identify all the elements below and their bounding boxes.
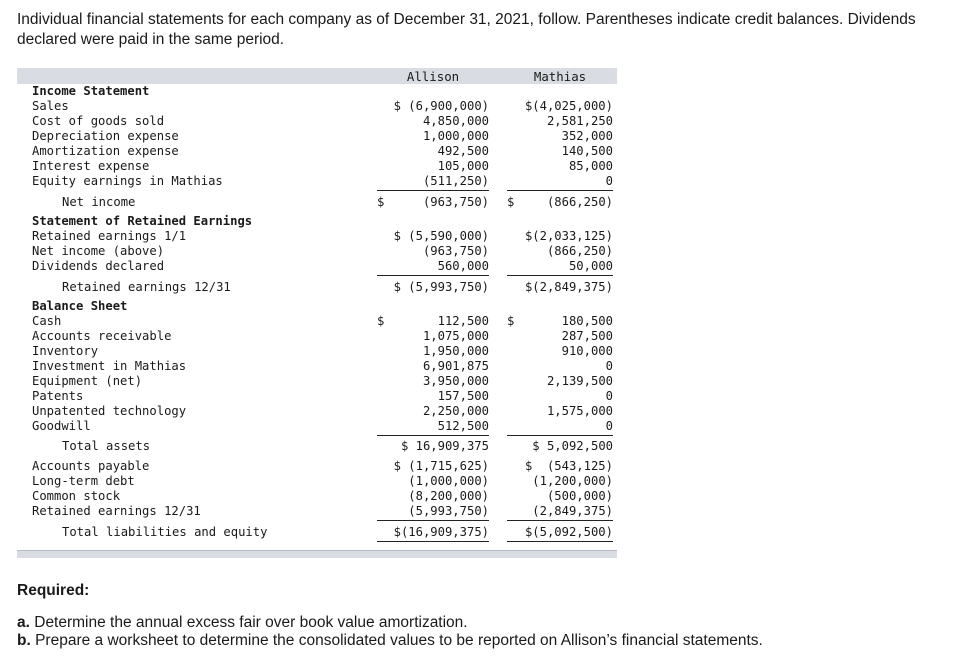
table-row: [17, 474, 617, 489]
mathias-value: $(2,033,125): [524, 229, 613, 243]
allison-cell: [377, 174, 489, 189]
mathias-value: 910,000: [561, 344, 613, 358]
mathias-value: 85,000: [568, 159, 613, 173]
required-item-b-text: Prepare a worksheet to determine the consolidated values to be reported on Allison’s financial statements.: [30, 632, 763, 649]
table-row: [17, 174, 617, 189]
mathias-cell: [507, 195, 613, 210]
row-label: Depreciation expense: [32, 129, 179, 143]
allison-cell: [377, 419, 489, 434]
section-heading-row: [17, 214, 617, 229]
mathias-cell: [507, 174, 613, 189]
mathias-cell: [507, 404, 613, 419]
allison-cell: [377, 439, 489, 454]
mathias-value: $ 5,092,500: [532, 439, 613, 453]
table-row: [17, 159, 617, 174]
mathias-cell: [507, 159, 613, 174]
underline-rule: [507, 435, 613, 436]
mathias-cell: [507, 389, 613, 404]
mathias-value: 1,575,000: [546, 404, 613, 418]
currency-symbol: $: [507, 195, 515, 209]
row-label: Inventory: [32, 344, 99, 358]
mathias-cell: [507, 144, 613, 159]
section-heading: Statement of Retained Earnings: [32, 214, 253, 228]
underline-rule: [507, 190, 613, 191]
underline-rule: [377, 541, 489, 542]
row-label: Investment in Mathias: [32, 359, 187, 373]
allison-value: 1,950,000: [422, 344, 489, 358]
mathias-value: 180,500: [561, 314, 613, 328]
row-label: Total assets: [62, 439, 151, 453]
underline-rule: [377, 435, 489, 436]
allison-cell: [377, 389, 489, 404]
row-label: Dividends declared: [32, 259, 165, 273]
allison-cell: [377, 404, 489, 419]
table-row: [17, 144, 617, 159]
table-row: [17, 259, 617, 274]
allison-cell: [377, 525, 489, 540]
mathias-cell: [507, 114, 613, 129]
mathias-value: 140,500: [561, 144, 613, 158]
allison-cell: [377, 159, 489, 174]
allison-value: 2,250,000: [422, 404, 489, 418]
allison-cell: [377, 229, 489, 244]
mathias-value: $(5,092,500): [524, 525, 613, 539]
mathias-value: $(4,025,000): [524, 99, 613, 113]
mathias-cell: [507, 525, 613, 540]
table-row: [17, 439, 617, 454]
allison-cell: [377, 244, 489, 259]
table-row: [17, 314, 617, 329]
mathias-value: 2,581,250: [546, 114, 613, 128]
underline-rule: [507, 541, 613, 542]
allison-value: (963,750): [422, 195, 489, 209]
mathias-value: (866,250): [546, 195, 613, 209]
allison-cell: [377, 129, 489, 144]
allison-value: $ (5,590,000): [393, 229, 489, 243]
allison-value: $ (5,993,750): [393, 280, 489, 294]
row-label: Total liabilities and equity: [62, 525, 268, 539]
row-label: Retained earnings 12/31: [32, 504, 201, 518]
allison-cell: [377, 314, 489, 329]
table-row: [17, 359, 617, 374]
mathias-cell: [507, 359, 613, 374]
mathias-value: 287,500: [561, 329, 613, 343]
allison-value: (8,200,000): [408, 489, 489, 503]
allison-cell: [377, 144, 489, 159]
table-row: [17, 99, 617, 114]
allison-value: 560,000: [437, 259, 489, 273]
required-item-a: [17, 614, 468, 632]
table-header-bar: [17, 68, 617, 84]
row-label: Accounts receivable: [32, 329, 172, 343]
row-label: Patents: [32, 389, 84, 403]
row-label: Equipment (net): [32, 374, 143, 388]
column-header-allison: Allison: [406, 69, 460, 84]
required-item-a-text: Determine the annual excess fair over book value amortization.: [29, 614, 468, 631]
allison-value: (963,750): [422, 244, 489, 258]
mathias-cell: [507, 439, 613, 454]
mathias-value: $(2,849,375): [524, 280, 613, 294]
allison-cell: [377, 114, 489, 129]
mathias-value: (866,250): [546, 244, 613, 258]
mathias-cell: [507, 99, 613, 114]
table-footer-bar: [17, 550, 617, 558]
required-item-a-prefix: a.: [17, 614, 30, 631]
row-label: Net income: [62, 195, 136, 209]
allison-value: 492,500: [437, 144, 489, 158]
row-label: Unpatented technology: [32, 404, 187, 418]
mathias-cell: [507, 419, 613, 434]
mathias-value: (1,200,000): [532, 474, 613, 488]
allison-value: 157,500: [437, 389, 489, 403]
row-label: Retained earnings 1/1: [32, 229, 187, 243]
mathias-cell: [507, 504, 613, 519]
currency-symbol: $: [377, 195, 385, 209]
underline-rule: [377, 190, 489, 191]
row-label: Common stock: [32, 489, 121, 503]
currency-symbol: $: [377, 314, 385, 328]
table-row: [17, 504, 617, 519]
required-item-b-prefix: b.: [17, 632, 31, 649]
allison-value: $ 16,909,375: [400, 439, 489, 453]
underline-rule: [377, 275, 489, 276]
table-row: [17, 459, 617, 474]
row-label: Cash: [32, 314, 62, 328]
allison-value: 112,500: [437, 314, 489, 328]
section-heading-row: [17, 84, 617, 99]
mathias-cell: [507, 344, 613, 359]
table-row: [17, 244, 617, 259]
allison-value: (5,993,750): [408, 504, 489, 518]
currency-symbol: $: [507, 314, 515, 328]
table-row: [17, 344, 617, 359]
table-row: [17, 419, 617, 434]
row-label: Long-term debt: [32, 474, 135, 488]
allison-cell: [377, 99, 489, 114]
table-row: [17, 525, 617, 540]
mathias-cell: [507, 374, 613, 389]
allison-value: (1,000,000): [408, 474, 489, 488]
allison-value: $(16,909,375): [393, 525, 489, 539]
table-row: [17, 404, 617, 419]
row-label: Amortization expense: [32, 144, 179, 158]
allison-cell: [377, 329, 489, 344]
table-row: [17, 374, 617, 389]
mathias-value: 352,000: [561, 129, 613, 143]
mathias-value: 0: [605, 174, 613, 188]
table-row: [17, 389, 617, 404]
row-label: Net income (above): [32, 244, 165, 258]
row-label: Cost of goods sold: [32, 114, 165, 128]
table-row: [17, 489, 617, 504]
section-heading: Income Statement: [32, 84, 150, 98]
table-row: [17, 229, 617, 244]
mathias-cell: [507, 489, 613, 504]
mathias-value: $ (543,125): [524, 459, 613, 473]
mathias-cell: [507, 280, 613, 295]
mathias-cell: [507, 229, 613, 244]
allison-value: 105,000: [437, 159, 489, 173]
table-row: [17, 280, 617, 295]
section-heading-row: [17, 299, 617, 314]
allison-cell: [377, 359, 489, 374]
underline-rule: [507, 520, 613, 521]
mathias-cell: [507, 459, 613, 474]
mathias-cell: [507, 244, 613, 259]
financial-statements-table: [17, 68, 617, 558]
underline-rule: [377, 520, 489, 521]
required-heading: Required:: [17, 582, 90, 599]
mathias-value: (2,849,375): [532, 504, 613, 518]
allison-value: $ (1,715,625): [393, 459, 489, 473]
allison-value: 512,500: [437, 419, 489, 433]
section-heading: Balance Sheet: [32, 299, 128, 313]
table-row: [17, 114, 617, 129]
mathias-cell: [507, 314, 613, 329]
allison-cell: [377, 459, 489, 474]
required-item-b: [17, 632, 763, 650]
allison-cell: [377, 344, 489, 359]
row-label: Accounts payable: [32, 459, 150, 473]
column-header-mathias: Mathias: [533, 69, 587, 84]
allison-cell: [377, 259, 489, 274]
table-row: [17, 195, 617, 210]
table-row: [17, 129, 617, 144]
mathias-value: 0: [605, 389, 613, 403]
underline-rule: [507, 275, 613, 276]
row-label: Retained earnings 12/31: [62, 280, 231, 294]
allison-value: 3,950,000: [422, 374, 489, 388]
row-label: Sales: [32, 99, 69, 113]
allison-value: $ (6,900,000): [393, 99, 489, 113]
table-row: [17, 329, 617, 344]
intro-text: Individual financial statements for each company as of December 31, 2021, follow. Parentheses indicate credit balances. Dividends declared were paid in the same period.: [17, 11, 916, 48]
allison-cell: [377, 280, 489, 295]
allison-cell: [377, 489, 489, 504]
mathias-value: 50,000: [568, 259, 613, 273]
allison-value: 6,901,875: [422, 359, 489, 373]
mathias-value: 0: [605, 359, 613, 373]
mathias-value: 0: [605, 419, 613, 433]
allison-cell: [377, 474, 489, 489]
allison-cell: [377, 374, 489, 389]
allison-value: 1,075,000: [422, 329, 489, 343]
row-label: Goodwill: [32, 419, 91, 433]
mathias-cell: [507, 474, 613, 489]
allison-value: (511,250): [422, 174, 489, 188]
allison-cell: [377, 504, 489, 519]
mathias-value: (500,000): [546, 489, 613, 503]
mathias-cell: [507, 259, 613, 274]
allison-cell: [377, 195, 489, 210]
mathias-cell: [507, 129, 613, 144]
allison-value: 1,000,000: [422, 129, 489, 143]
row-label: Equity earnings in Mathias: [32, 174, 223, 188]
mathias-cell: [507, 329, 613, 344]
row-label: Interest expense: [32, 159, 150, 173]
allison-value: 4,850,000: [422, 114, 489, 128]
mathias-value: 2,139,500: [546, 374, 613, 388]
